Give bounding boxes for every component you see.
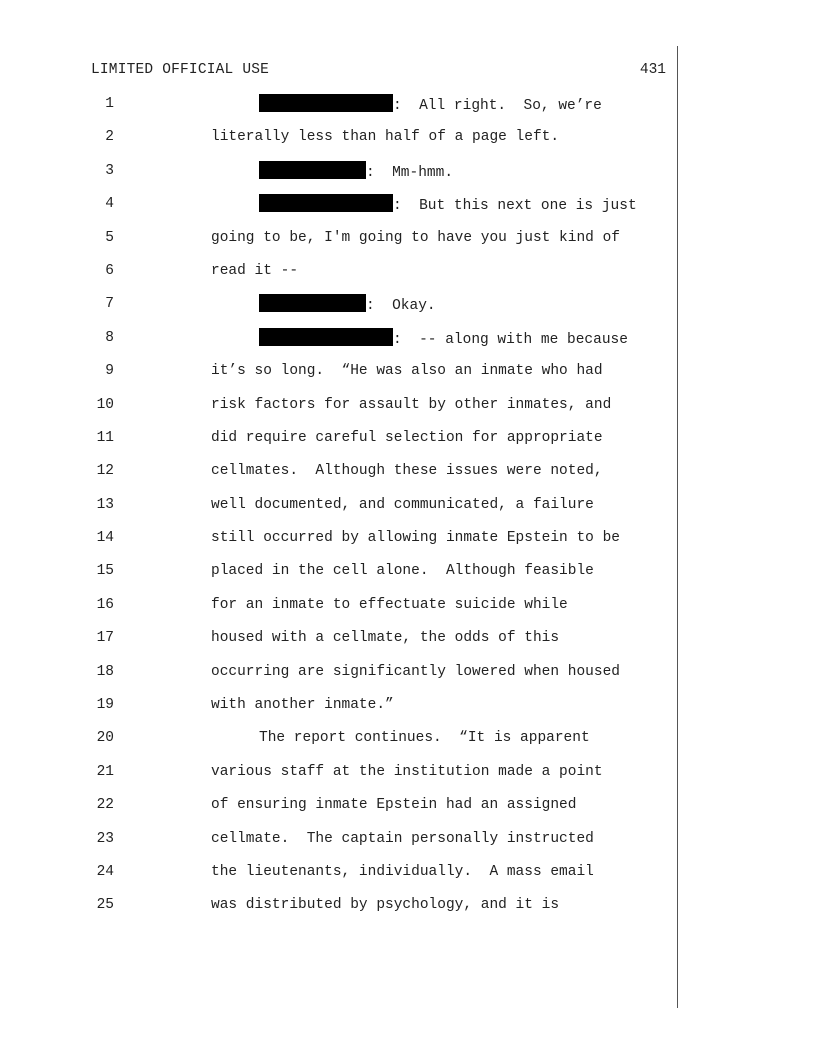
line-text [259, 94, 602, 116]
transcript-line [0, 361, 680, 394]
line-number: 2 [105, 129, 114, 146]
transcript-line [0, 261, 680, 294]
line-number: 3 [105, 162, 114, 179]
line-text [211, 361, 603, 381]
line-content: cellmate. The captain personally instructed [211, 830, 594, 847]
transcript-line [0, 829, 680, 862]
line-content: cellmates. Although these issues were noted, [211, 463, 603, 480]
line-content: : Okay. [366, 298, 436, 315]
line-content: occurring are significantly lowered when housed [211, 663, 620, 680]
line-text [259, 161, 453, 183]
line-text [211, 495, 594, 515]
line-text [259, 294, 436, 316]
line-text [211, 127, 559, 147]
line-text [211, 228, 620, 248]
line-number: 9 [105, 363, 114, 380]
line-text [211, 795, 576, 815]
line-number: 16 [96, 596, 114, 613]
line-number: 6 [105, 262, 114, 279]
line-content: read it -- [211, 262, 299, 279]
line-content: : Mm-hmm. [366, 164, 454, 181]
line-number: 17 [96, 630, 114, 647]
transcript-line [0, 94, 680, 127]
transcript-line [0, 428, 680, 461]
line-content: housed with a cellmate, the odds of this [211, 630, 560, 647]
transcript-line [0, 895, 680, 928]
redaction-block [259, 328, 393, 346]
line-number: 20 [96, 730, 114, 747]
line-number: 22 [96, 797, 114, 814]
line-number: 1 [105, 96, 114, 112]
transcript-line [0, 595, 680, 628]
transcript-line [0, 194, 680, 227]
classification-header: LIMITED OFFICIAL USE [91, 62, 270, 78]
line-text [211, 762, 603, 782]
transcript-line [0, 862, 680, 895]
line-text [211, 428, 603, 448]
redaction-block [259, 194, 393, 212]
line-number: 23 [96, 830, 114, 847]
line-content: going to be, I'm going to have you just kind of [211, 229, 620, 246]
line-content: : But this next one is just [393, 198, 637, 215]
redaction-block [259, 294, 366, 312]
transcript-line [0, 695, 680, 728]
line-text [211, 561, 594, 581]
line-text [211, 395, 611, 415]
transcript-line [0, 228, 680, 261]
line-number: 21 [96, 763, 114, 780]
transcript-line [0, 795, 680, 828]
line-number: 12 [96, 463, 114, 480]
transcript-line [0, 461, 680, 494]
line-number: 13 [96, 496, 114, 513]
line-number: 4 [105, 196, 114, 213]
transcript-line [0, 561, 680, 594]
line-number: 19 [96, 697, 114, 714]
transcript-line [0, 728, 680, 761]
line-text [259, 328, 628, 350]
line-content: : -- along with me because [393, 331, 628, 348]
line-content: with another inmate.” [211, 697, 394, 714]
line-number: 7 [105, 296, 114, 313]
line-number: 24 [96, 863, 114, 880]
line-content: literally less than half of a page left. [211, 129, 560, 146]
transcript-line [0, 294, 680, 327]
line-text [211, 662, 620, 682]
line-text [259, 194, 637, 216]
line-number: 5 [105, 229, 114, 246]
line-content: placed in the cell alone. Although feasible [211, 563, 594, 580]
line-content: well documented, and communicated, a failure [211, 496, 594, 513]
page-number: 431 [639, 62, 666, 78]
transcript-line [0, 762, 680, 795]
line-text [211, 461, 603, 481]
transcript-line [0, 161, 680, 194]
transcript-line [0, 127, 680, 160]
line-text [211, 862, 594, 882]
line-text [211, 261, 298, 281]
line-content: did require careful selection for appropriate [211, 429, 603, 446]
line-number: 11 [96, 429, 114, 446]
line-number: 15 [96, 563, 114, 580]
line-text [259, 728, 590, 748]
line-number: 18 [96, 663, 114, 680]
line-content: The report continues. “It is apparent [259, 730, 590, 747]
line-text [211, 628, 559, 648]
line-number: 25 [96, 897, 114, 914]
line-number: 8 [105, 329, 114, 346]
line-text [211, 595, 568, 615]
transcript-line [0, 528, 680, 561]
line-text [211, 829, 594, 849]
line-content: various staff at the institution made a point [211, 763, 603, 780]
redaction-block [259, 94, 393, 112]
transcript-line [0, 495, 680, 528]
line-content: was distributed by psychology, and it is [211, 897, 560, 914]
line-number: 10 [96, 396, 114, 413]
transcript-line [0, 628, 680, 661]
transcript-line [0, 395, 680, 428]
line-content: the lieutenants, individually. A mass email [211, 863, 594, 880]
line-text [211, 895, 559, 915]
line-text [211, 528, 620, 548]
redaction-block [259, 161, 366, 179]
line-content: : All right. So, we’re [393, 98, 602, 114]
transcript-line [0, 328, 680, 361]
line-content: still occurred by allowing inmate Epstein to be [211, 530, 620, 547]
line-content: risk factors for assault by other inmates, and [211, 396, 612, 413]
line-number: 14 [96, 530, 114, 547]
transcript-line [0, 662, 680, 695]
line-content: it’s so long. “He was also an inmate who had [211, 363, 603, 380]
line-content: for an inmate to effectuate suicide while [211, 596, 568, 613]
line-text [211, 695, 394, 715]
line-content: of ensuring inmate Epstein had an assigned [211, 797, 577, 814]
transcript-lines [0, 94, 680, 929]
